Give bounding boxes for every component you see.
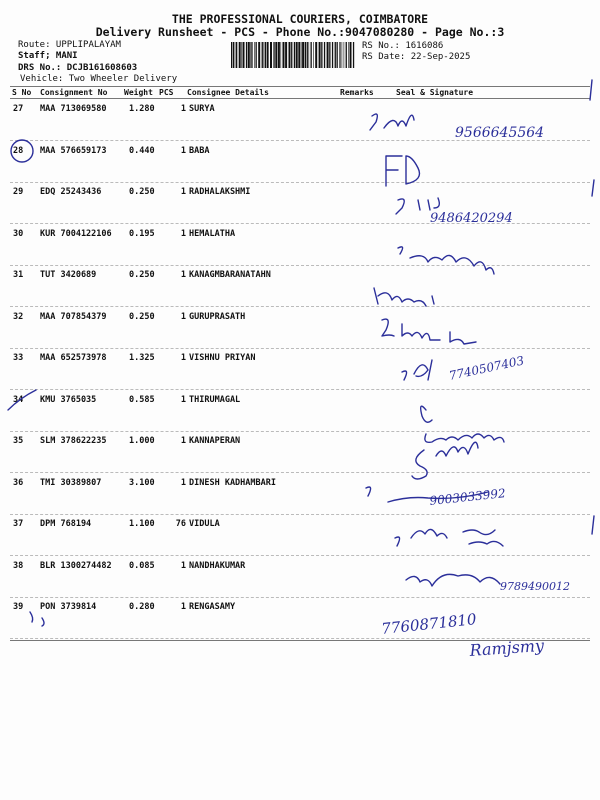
- row-weight: 1.100: [129, 519, 155, 529]
- row-pcs: 1: [180, 270, 186, 280]
- row-consignee: THIRUMAGAL: [189, 394, 241, 405]
- barcode-bar: [270, 42, 272, 68]
- header-rule-top: [10, 86, 590, 87]
- row-consignee: BABA: [189, 145, 210, 156]
- row-weight: 0.250: [129, 187, 155, 197]
- barcode-bar: [281, 42, 282, 68]
- barcode-bar: [309, 42, 310, 68]
- table-row: [10, 142, 590, 183]
- table-row: [10, 225, 590, 266]
- row-sno: 32: [13, 311, 24, 322]
- barcode-bar: [307, 42, 308, 68]
- row-consignee: KANNAPERAN: [189, 436, 241, 446]
- barcode-bar: [350, 42, 352, 68]
- row-weight: 0.085: [129, 560, 155, 571]
- svg-text:9003033992: 9003033992: [428, 486, 507, 508]
- col-consignee: Consignee Details: [187, 88, 269, 97]
- barcode-bar: [329, 42, 330, 68]
- row-pcs: 1: [180, 353, 186, 363]
- row-consignment-no: MAA 713069580: [40, 104, 107, 114]
- drs-number: DRS No.: DCJB161608603: [18, 63, 138, 73]
- barcode-bar: [265, 42, 266, 68]
- barcode-bar: [241, 42, 242, 68]
- barcode-bar: [348, 42, 349, 68]
- row-consignment-no: MAA 652573978: [40, 353, 107, 363]
- barcode-bar: [296, 42, 298, 68]
- row-weight: 1.000: [129, 436, 155, 446]
- barcode-bar: [262, 42, 263, 68]
- barcode-bar: [243, 42, 245, 68]
- row-pcs: 1: [180, 228, 186, 239]
- barcode-image: [230, 42, 355, 68]
- table-row: [10, 183, 590, 224]
- row-weight: 0.250: [129, 270, 155, 280]
- route-label: Route: UPPLIPALAYAM: [18, 40, 121, 50]
- right-edge-marks: [590, 80, 594, 534]
- table-row: [10, 308, 590, 349]
- row-consignee: GURUPRASATH: [189, 311, 246, 322]
- table-row: [10, 598, 590, 639]
- row-sno: 28: [13, 145, 24, 156]
- barcode-bar: [231, 42, 232, 68]
- barcode-bar: [294, 42, 295, 68]
- vehicle-label: Vehicle: Two Wheeler Delivery: [20, 74, 178, 84]
- row-consignee: DINESH KADHAMBARI: [189, 477, 276, 488]
- barcode-bar: [254, 42, 255, 68]
- row-consignment-no: TUT 3420689: [40, 270, 97, 280]
- row-pcs: 1: [180, 477, 186, 488]
- svg-text:9566645564: 9566645564: [455, 125, 545, 141]
- barcode-bar: [327, 42, 329, 68]
- barcode-bar: [335, 42, 336, 68]
- row-sno: 36: [13, 477, 24, 488]
- col-consignment: Consignment No: [40, 88, 108, 97]
- barcode-bar: [346, 42, 347, 68]
- table-row: [10, 391, 590, 432]
- row-weight: 0.250: [129, 311, 155, 322]
- barcode-bar: [342, 42, 343, 68]
- barcode-bar: [236, 42, 237, 68]
- row-consignment-no: BLR 1300274482: [40, 560, 112, 571]
- row-consignment-no: MAA 576659173: [40, 145, 107, 156]
- table-row: [10, 432, 590, 473]
- table-row: [10, 349, 590, 390]
- row-pcs: 1: [180, 560, 186, 571]
- svg-text:Ramjsmy: Ramjsmy: [468, 635, 545, 660]
- row-consignment-no: MAA 707854379: [40, 311, 107, 322]
- row-pcs: 1: [180, 394, 186, 405]
- barcode-bar: [289, 42, 291, 68]
- row-weight: 1.280: [129, 104, 155, 114]
- barcode-bar: [256, 42, 257, 68]
- barcode-bar: [267, 42, 269, 68]
- barcode-bar: [353, 42, 354, 68]
- barcode-bar: [278, 42, 280, 68]
- row-sno: 39: [13, 602, 24, 612]
- barcode-bar: [311, 42, 312, 68]
- row-sno: 27: [13, 104, 24, 114]
- row-consignment-no: EDQ 25243436: [40, 187, 102, 197]
- barcode-bar: [252, 42, 253, 68]
- row-consignment-no: DPM 768194: [40, 519, 92, 529]
- row-consignee: VISHNU PRIYAN: [189, 353, 256, 363]
- row-consignment-no: KMU 3765035: [40, 394, 97, 405]
- row-weight: 0.440: [129, 145, 155, 156]
- svg-text:7760871810: 7760871810: [380, 610, 478, 638]
- row-sno: 37: [13, 519, 24, 529]
- row-weight: 0.195: [129, 228, 155, 239]
- barcode-bar: [283, 42, 285, 68]
- row-sno: 33: [13, 353, 24, 363]
- barcode-bar: [233, 42, 234, 68]
- barcode-bar: [302, 42, 304, 68]
- row-consignee: RADHALAKSHMI: [189, 187, 251, 197]
- row-pcs: 1: [180, 311, 186, 322]
- table-row: [10, 474, 590, 515]
- barcode-bar: [264, 42, 265, 68]
- company-title: THE PROFESSIONAL COURIERS, COIMBATORE: [171, 12, 429, 26]
- barcode-bar: [285, 42, 287, 68]
- barcode-bar: [340, 42, 341, 68]
- barcode-bar: [332, 42, 333, 68]
- row-weight: 3.100: [129, 477, 155, 488]
- row-sno: 29: [13, 187, 24, 197]
- barcode-bar: [315, 42, 317, 68]
- row-weight: 0.585: [129, 394, 155, 405]
- row-consignment-no: SLM 378622235: [40, 436, 107, 446]
- col-remarks: Remarks: [340, 88, 374, 97]
- row-consignment-no: TMI 30389807: [40, 477, 102, 488]
- barcode-bar: [250, 42, 251, 68]
- barcode-bar: [305, 42, 306, 68]
- col-pcs: PCS: [159, 88, 174, 97]
- row-sno: 35: [13, 436, 24, 446]
- barcode-bar: [313, 42, 314, 68]
- col-sno: S No: [12, 88, 32, 97]
- row-sno: 38: [13, 560, 24, 571]
- row-pcs: 1: [180, 602, 186, 612]
- header-rule-bottom: [10, 98, 590, 99]
- barcode-bar: [239, 42, 241, 68]
- barcode-bar: [246, 42, 247, 68]
- barcode-bar: [235, 42, 236, 68]
- barcode-bar: [324, 42, 325, 68]
- table-end-rule: [10, 640, 590, 641]
- barcode-bar: [248, 42, 250, 68]
- row-consignee: KANAGMBARANATAHN: [189, 270, 271, 280]
- barcode-bar: [291, 42, 292, 68]
- row-pcs: 1: [180, 436, 186, 446]
- rs-number: RS No.: 1616086: [362, 41, 444, 51]
- barcode-bar: [344, 42, 345, 68]
- barcode-bar: [301, 42, 302, 68]
- table-row: [10, 266, 590, 307]
- row-pcs: 1: [180, 145, 186, 156]
- rs-date: RS Date: 22-Sep-2025: [362, 52, 471, 62]
- runsheet-subtitle: Delivery Runsheet - PCS - Phone No.:9047080280 - Page No.:3: [95, 25, 505, 39]
- table-row: [10, 100, 590, 141]
- row-sno: 30: [13, 228, 24, 239]
- barcode-bar: [273, 42, 274, 68]
- row-consignment-no: KUR 7004122106: [40, 228, 112, 239]
- barcode-bar: [275, 42, 277, 68]
- staff-label: Staff; MANI: [18, 51, 78, 61]
- row-weight: 1.325: [129, 353, 155, 363]
- row-pcs: 1: [180, 187, 186, 197]
- row-consignment-no: PON 3739814: [40, 602, 97, 612]
- row-consignee: VIDULA: [189, 519, 220, 529]
- row-pcs: 76: [175, 519, 186, 529]
- barcode-bar: [258, 42, 260, 68]
- col-weight: Weight: [124, 88, 153, 97]
- barcode-bar: [339, 42, 340, 68]
- svg-text:9486420294: 9486420294: [430, 211, 513, 226]
- svg-text:9789490012: 9789490012: [500, 580, 570, 593]
- table-row: [10, 515, 590, 556]
- row-consignee: SURYA: [189, 104, 215, 114]
- row-consignee: RENGASAMY: [189, 602, 236, 612]
- row-sno: 34: [13, 394, 24, 405]
- row-weight: 0.280: [129, 602, 155, 612]
- svg-text:7740507403: 7740507403: [447, 353, 526, 383]
- barcode-bar: [298, 42, 300, 68]
- barcode-bar: [321, 42, 322, 68]
- table-row: [10, 557, 590, 598]
- barcode-bar: [319, 42, 321, 68]
- row-consignee: NANDHAKUMAR: [189, 560, 246, 571]
- row-sno: 31: [13, 270, 24, 280]
- row-consignee: HEMALATHA: [189, 228, 236, 239]
- col-seal-signature: Seal & Signature: [396, 88, 474, 97]
- row-pcs: 1: [180, 104, 186, 114]
- barcode-bar: [337, 42, 338, 68]
